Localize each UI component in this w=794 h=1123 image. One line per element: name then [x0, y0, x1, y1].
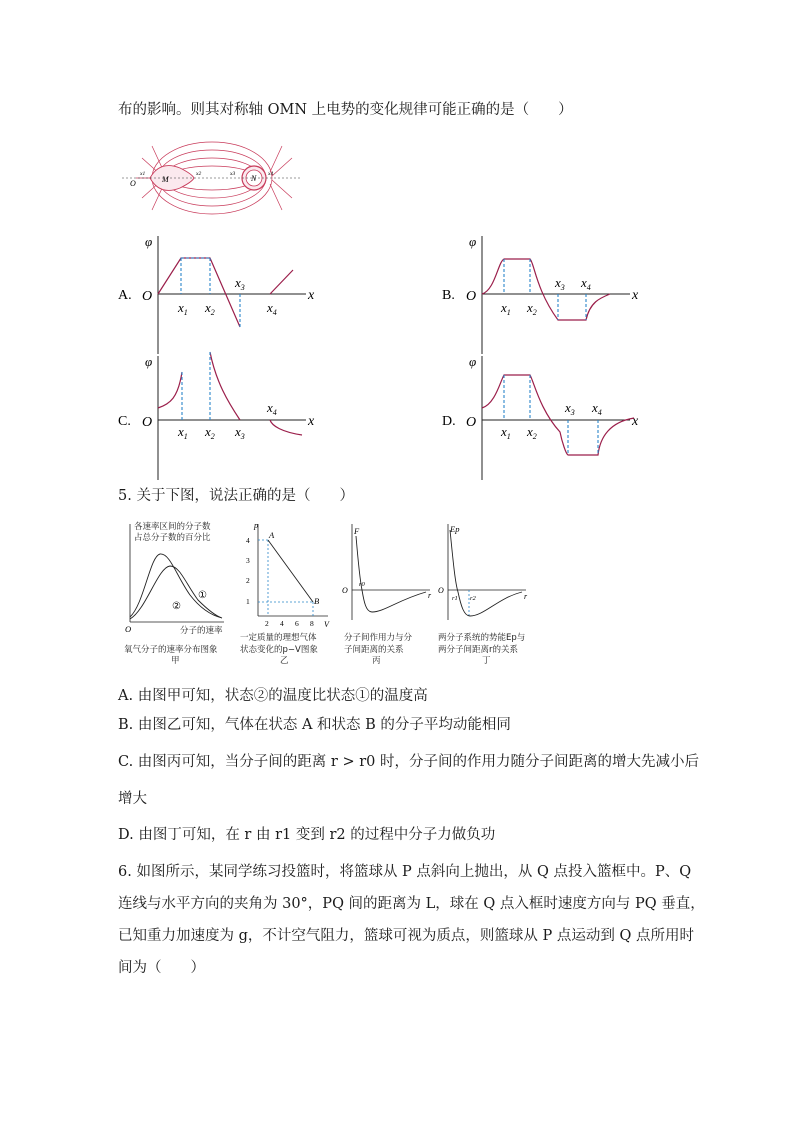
field-label-x4: x4 — [268, 171, 274, 177]
svg-text:丁: 丁 — [482, 656, 491, 666]
option-letter: C. — [118, 414, 131, 429]
axis-phi-label: φ — [469, 354, 477, 369]
tick-label-x1: $x_1$ — [178, 300, 188, 317]
svg-text:4: 4 — [280, 619, 284, 628]
figure-jia-speed-distribution — [124, 520, 234, 665]
energy-curve — [450, 530, 522, 616]
origin-label: O — [142, 415, 153, 430]
figure-yi-pv-graph — [240, 520, 340, 665]
svg-text:4: 4 — [246, 536, 250, 545]
field-label-m: M — [162, 175, 169, 184]
svg-text:一定质量的理想气体: 一定质量的理想气体 — [240, 633, 317, 643]
origin-label: O — [142, 289, 153, 304]
svg-text:r: r — [524, 592, 528, 601]
field-lines-figure — [122, 136, 302, 216]
field-label-n: N — [251, 174, 257, 183]
figure-ding-potential-energy — [436, 520, 536, 665]
svg-text:B: B — [314, 596, 320, 606]
field-label-x2: x2 — [196, 171, 202, 177]
svg-text:O: O — [342, 586, 348, 595]
axis-phi-label: φ — [145, 354, 153, 369]
force-curve — [356, 536, 426, 612]
potential-graph-options — [0, 232, 794, 482]
figure-bing-force-distance — [342, 520, 437, 665]
svg-text:氧气分子的速率分布图象: 氧气分子的速率分布图象 — [124, 645, 218, 655]
tick-label-x2: $x_2$ — [527, 300, 537, 317]
svg-text:1: 1 — [246, 597, 250, 606]
svg-text:3: 3 — [246, 556, 250, 565]
q5-choice-c-line1: C. 由图丙可知，当分子间的距离 r > r0 时，分子间的作用力随分子间距离的增大先减小后 — [118, 754, 699, 770]
svg-text:两分子系统的势能Ep与: 两分子系统的势能Ep与 — [438, 633, 526, 643]
pv-line-ab — [268, 540, 313, 602]
tick-label-x1: $x_1$ — [501, 300, 511, 317]
svg-text:A: A — [269, 530, 275, 540]
svg-text:状态变化的p−V图象: 状态变化的p−V图象 — [240, 645, 318, 655]
field-label-x1: x1 — [140, 171, 146, 177]
tick-label-x4: $x_4$ — [267, 300, 277, 317]
svg-text:p: p — [254, 520, 259, 530]
svg-text:r1: r1 — [452, 595, 458, 602]
svg-text:r0: r0 — [359, 581, 365, 588]
svg-text:V: V — [324, 620, 329, 629]
svg-text:8: 8 — [310, 619, 314, 628]
svg-text:两分子间距离r的关系: 两分子间距离r的关系 — [438, 645, 518, 655]
q5-stem: 5. 关于下图，说法正确的是（ ） — [118, 488, 354, 504]
tick-label-x3: $x_3$ — [235, 424, 245, 441]
svg-text:6: 6 — [295, 619, 299, 628]
axis-phi-label: φ — [145, 234, 153, 249]
origin-label: O — [466, 415, 477, 430]
phi-curve — [482, 375, 634, 455]
svg-text:r: r — [428, 591, 432, 600]
tick-label-x4: $x_4$ — [267, 400, 277, 417]
tick-label-x1: $x_1$ — [178, 424, 188, 441]
q5-choice-d: D. 由图丁可知，在 r 由 r1 变到 r2 的过程中分子力做负功 — [118, 827, 496, 843]
tick-label-x2: $x_2$ — [205, 300, 215, 317]
svg-text:2: 2 — [265, 619, 269, 628]
svg-text:r2: r2 — [470, 595, 476, 602]
svg-text:Ep: Ep — [450, 524, 460, 534]
option-graph-c — [158, 356, 306, 480]
field-label-o: O — [130, 179, 136, 188]
svg-text:子间距离的关系: 子间距离的关系 — [344, 645, 404, 655]
axis-x-label: x — [308, 288, 315, 303]
q6-line1: 6. 如图所示，某同学练习投篮时，将篮球从 P 点斜向上抛出，从 Q 点投入篮框中。P、Q — [118, 864, 692, 880]
svg-text:丙: 丙 — [372, 656, 381, 666]
svg-text:各速率区间的分子数: 各速率区间的分子数 — [134, 522, 211, 532]
tick-label-x3: $x_3$ — [235, 275, 245, 292]
tick-label-x2: $x_2$ — [527, 424, 537, 441]
option-letter: D. — [442, 414, 456, 429]
origin-label: O — [466, 289, 477, 304]
svg-text:2: 2 — [246, 576, 250, 585]
tick-label-x4: $x_4$ — [592, 400, 602, 417]
svg-text:分子间作用力与分: 分子间作用力与分 — [344, 633, 413, 643]
option-graph-a — [158, 236, 306, 354]
axis-x-label: x — [308, 414, 315, 429]
q6-line4: 间为（ ） — [118, 960, 205, 976]
svg-text:O: O — [438, 586, 444, 595]
axis-x-label: x — [632, 414, 639, 429]
phi-curve — [158, 352, 302, 435]
tick-label-x3: $x_3$ — [565, 400, 575, 417]
tick-label-x4: $x_4$ — [581, 275, 591, 292]
q6-line3: 已知重力加速度为 g，不计空气阻力，篮球可视为质点，则篮球从 P 点运动到 Q 点所用时 — [118, 928, 694, 944]
svg-text:F: F — [354, 526, 360, 536]
tick-label-x3: $x_3$ — [555, 275, 565, 292]
svg-text:甲: 甲 — [171, 656, 180, 666]
q5-choice-c-line2: 增大 — [118, 791, 147, 807]
axis-phi-label: φ — [469, 234, 477, 249]
q4-intro: 布的影响。则其对称轴 OMN 上电势的变化规律可能正确的是（ ） — [118, 102, 573, 118]
q6-line2: 连线与水平方向的夹角为 30°，PQ 间的距离为 L，球在 Q 点入框时速度方向与 PQ 垂直， — [118, 896, 705, 912]
axis-x-label: x — [632, 288, 639, 303]
svg-text:乙: 乙 — [280, 656, 289, 666]
field-label-x3: x3 — [230, 171, 236, 177]
q5-choice-a: A. 由图甲可知，状态②的温度比状态①的温度高 — [118, 688, 428, 704]
svg-text:占总分子数的百分比: 占总分子数的百分比 — [134, 533, 211, 543]
svg-text:O: O — [125, 624, 132, 634]
option-letter: A. — [118, 288, 132, 303]
tick-label-x1: $x_1$ — [501, 424, 511, 441]
svg-text:①: ① — [198, 590, 207, 601]
option-letter: B. — [442, 288, 455, 303]
tick-label-x2: $x_2$ — [205, 424, 215, 441]
q5-choice-b: B. 由图乙可知，气体在状态 A 和状态 B 的分子平均动能相同 — [118, 717, 511, 733]
svg-text:分子的速率: 分子的速率 — [180, 626, 223, 636]
svg-text:②: ② — [172, 601, 181, 612]
